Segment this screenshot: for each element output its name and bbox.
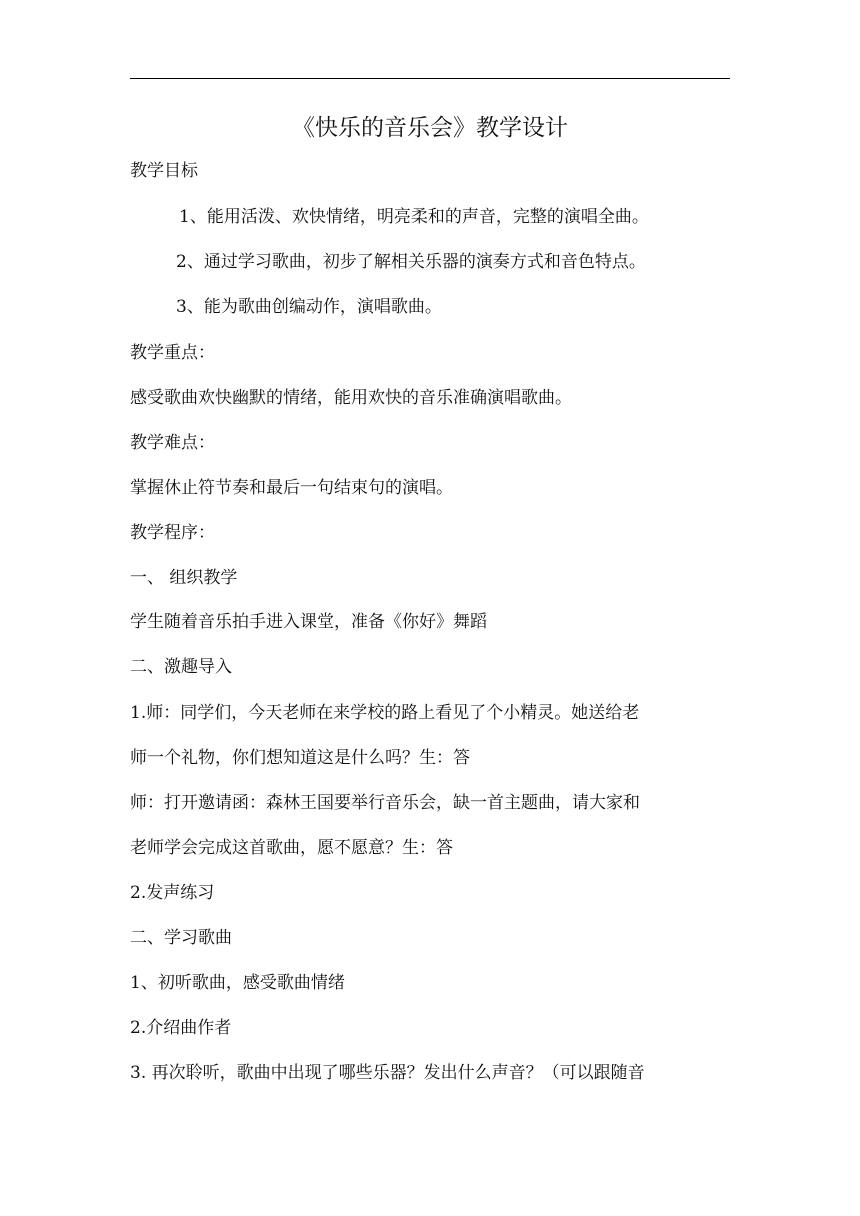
paragraph-vocal-practice: 2.发声练习 — [130, 883, 215, 903]
difficulties-text: 掌握休止符节奏和最后一句结束句的演唱。 — [130, 478, 453, 498]
heading-teaching-goals: 教学目标 — [130, 161, 198, 181]
paragraph-intro-1b: 师一个礼物，你们想知道这是什么吗？生：答 — [130, 748, 470, 768]
paragraph-intro-2b: 老师学会完成这首歌曲，愿不愿意？生：答 — [130, 838, 453, 858]
goal-item-3: 3、能为歌曲创编动作，演唱歌曲。 — [176, 297, 442, 317]
learn-song-item-1: 1、初听歌曲，感受歌曲情绪 — [130, 973, 345, 993]
learn-song-item-3: 3. 再次聆听，歌曲中出现了哪些乐器？发出什么声音？（可以跟随音 — [130, 1063, 645, 1083]
goal-item-2: 2、通过学习歌曲，初步了解相关乐器的演奏方式和音色特点。 — [176, 252, 646, 272]
header-rule — [130, 78, 730, 79]
heading-procedure: 教学程序： — [130, 523, 215, 543]
learn-song-item-2: 2.介绍曲作者 — [130, 1018, 232, 1038]
goal-item-1: 1、能用活泼、欢快情绪，明亮柔和的声音，完整的演唱全曲。 — [179, 207, 649, 227]
paragraph-intro-2a: 师：打开邀请函：森林王国要举行音乐会，缺一首主题曲，请大家和 — [130, 793, 640, 813]
section-organize: 一、 组织教学 — [130, 568, 238, 588]
section-learn-song: 二、学习歌曲 — [130, 928, 232, 948]
document-title: 《快乐的音乐会》教学设计 — [292, 115, 568, 141]
heading-key-points: 教学重点： — [130, 343, 215, 363]
section-intro: 二、激趣导入 — [130, 657, 232, 677]
heading-difficulties: 教学难点： — [130, 433, 215, 453]
paragraph-organize: 学生随着音乐拍手进入课堂，准备《你好》舞蹈 — [130, 612, 487, 632]
key-points-text: 感受歌曲欢快幽默的情绪，能用欢快的音乐准确演唱歌曲。 — [130, 388, 572, 408]
paragraph-intro-1a: 1.师：同学们，今天老师在来学校的路上看见了个小精灵。她送给老 — [130, 703, 640, 723]
